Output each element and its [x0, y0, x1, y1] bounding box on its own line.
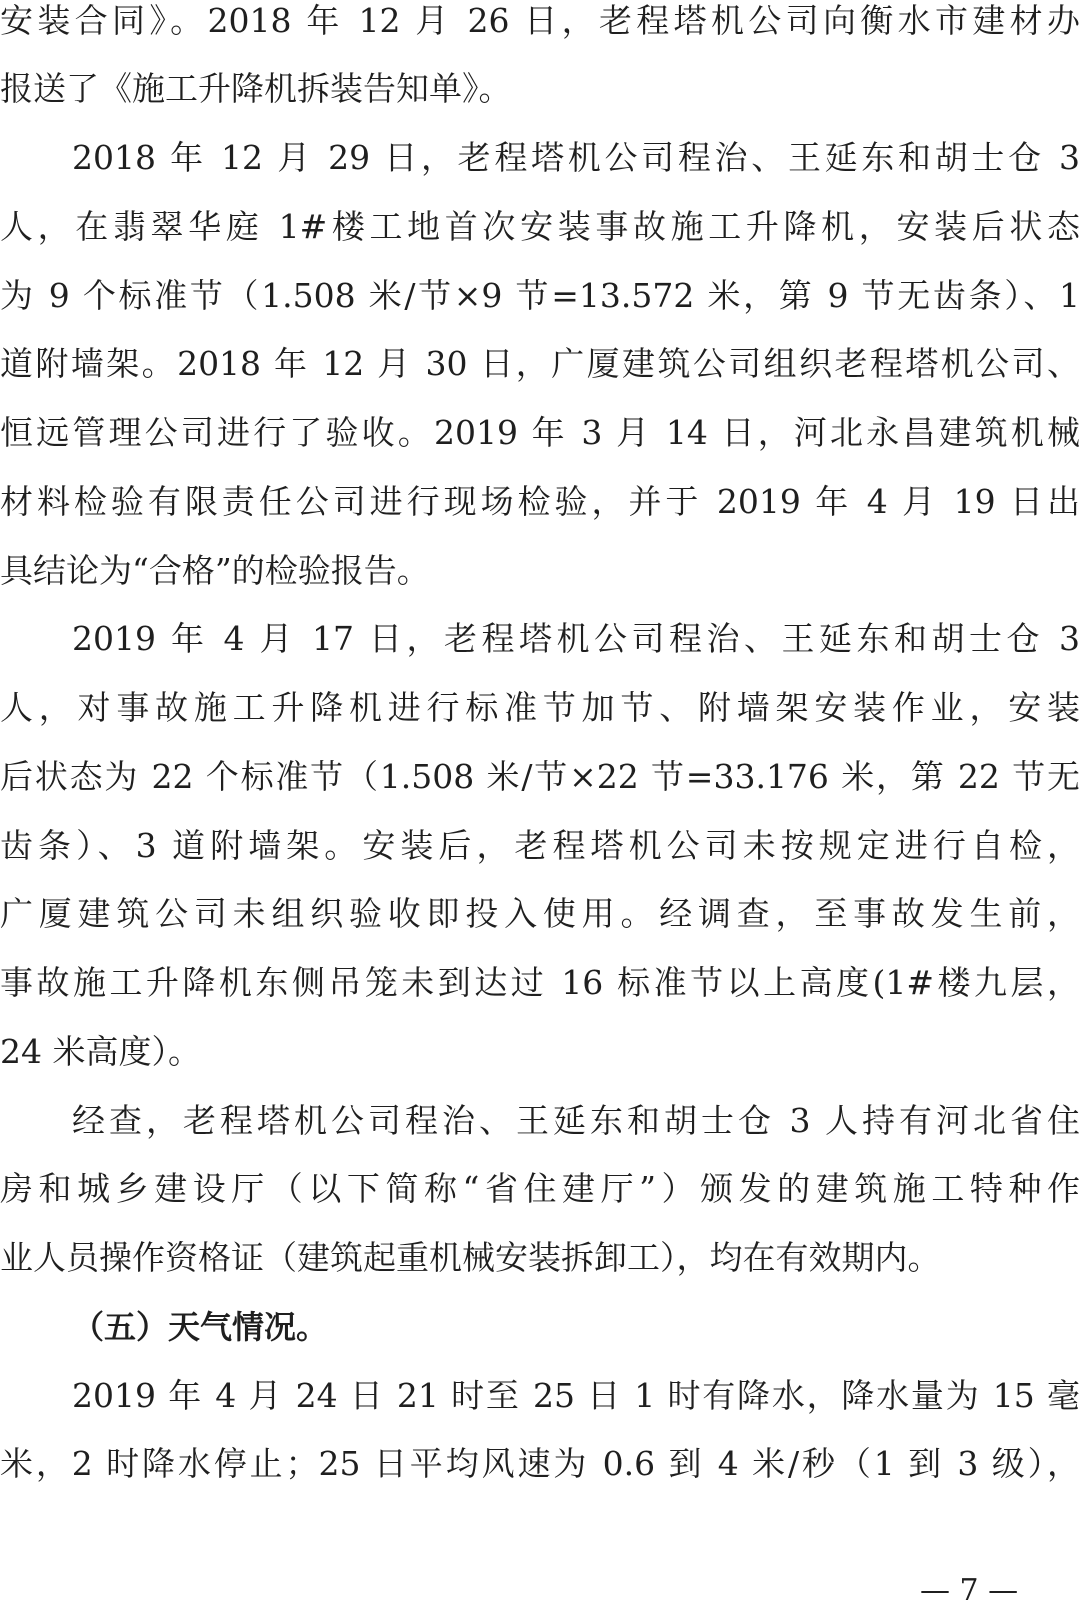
page-number: — 7 —: [920, 1573, 1019, 1608]
text-line: 人，对事故施工升降机进行标准节加节、附墙架安装作业，安装: [0, 688, 1080, 727]
text-line: 2019 年 4 月 17 日，老程塔机公司程治、王延东和胡士仓 3: [72, 619, 1080, 658]
text-line: 齿条）、3 道附墙架。安装后，老程塔机公司未按规定进行自检，: [0, 826, 1080, 865]
text-line: 人，在翡翠华庭 1#楼工地首次安装事故施工升降机，安装后状态: [0, 207, 1080, 246]
text-line: 广厦建筑公司未组织验收即投入使用。经调查，至事故发生前，: [0, 894, 1080, 933]
text-line: 2018 年 12 月 29 日，老程塔机公司程治、王延东和胡士仓 3: [72, 138, 1080, 177]
text-line: 为 9 个标准节（1.508 米/节×9 节=13.572 米，第 9 节无齿条）、1: [0, 276, 1080, 315]
text-line: 24 米高度）。: [0, 1032, 201, 1071]
text-line: 经查，老程塔机公司程治、王延东和胡士仓 3 人持有河北省住: [72, 1101, 1080, 1140]
text-line: 房和城乡建设厅（以下简称“省住建厅”）颁发的建筑施工特种作: [0, 1169, 1080, 1208]
text-line: 后状态为 22 个标准节（1.508 米/节×22 节=33.176 米，第 22 节无: [0, 757, 1080, 796]
text-line: 具结论为“合格”的检验报告。: [0, 551, 430, 590]
text-line: 安装合同》。2018 年 12 月 26 日，老程塔机公司向衡水市建材办: [0, 1, 1080, 40]
text-line: 2019 年 4 月 24 日 21 时至 25 日 1 时有降水，降水量为 15 毫: [72, 1376, 1080, 1415]
text-line: 业人员操作资格证（建筑起重机械安装拆卸工），均在有效期内。: [0, 1238, 941, 1277]
text-line: 事故施工升降机东侧吊笼未到达过 16 标准节以上高度(1#楼九层，: [0, 963, 1080, 1002]
text-line: 米，2 时降水停止；25 日平均风速为 0.6 到 4 米/秒（1 到 3 级），: [0, 1444, 1080, 1483]
text-line: 材料检验有限责任公司进行现场检验，并于 2019 年 4 月 19 日出: [0, 482, 1080, 521]
text-line: 道附墙架。2018 年 12 月 30 日，广厦建筑公司组织老程塔机公司、: [0, 344, 1080, 383]
section-heading: （五）天气情况。: [72, 1308, 329, 1346]
text-line: 恒远管理公司进行了验收。2019 年 3 月 14 日，河北永昌建筑机械: [0, 413, 1080, 452]
text-line: 报送了《施工升降机拆装告知单》。: [0, 69, 512, 108]
